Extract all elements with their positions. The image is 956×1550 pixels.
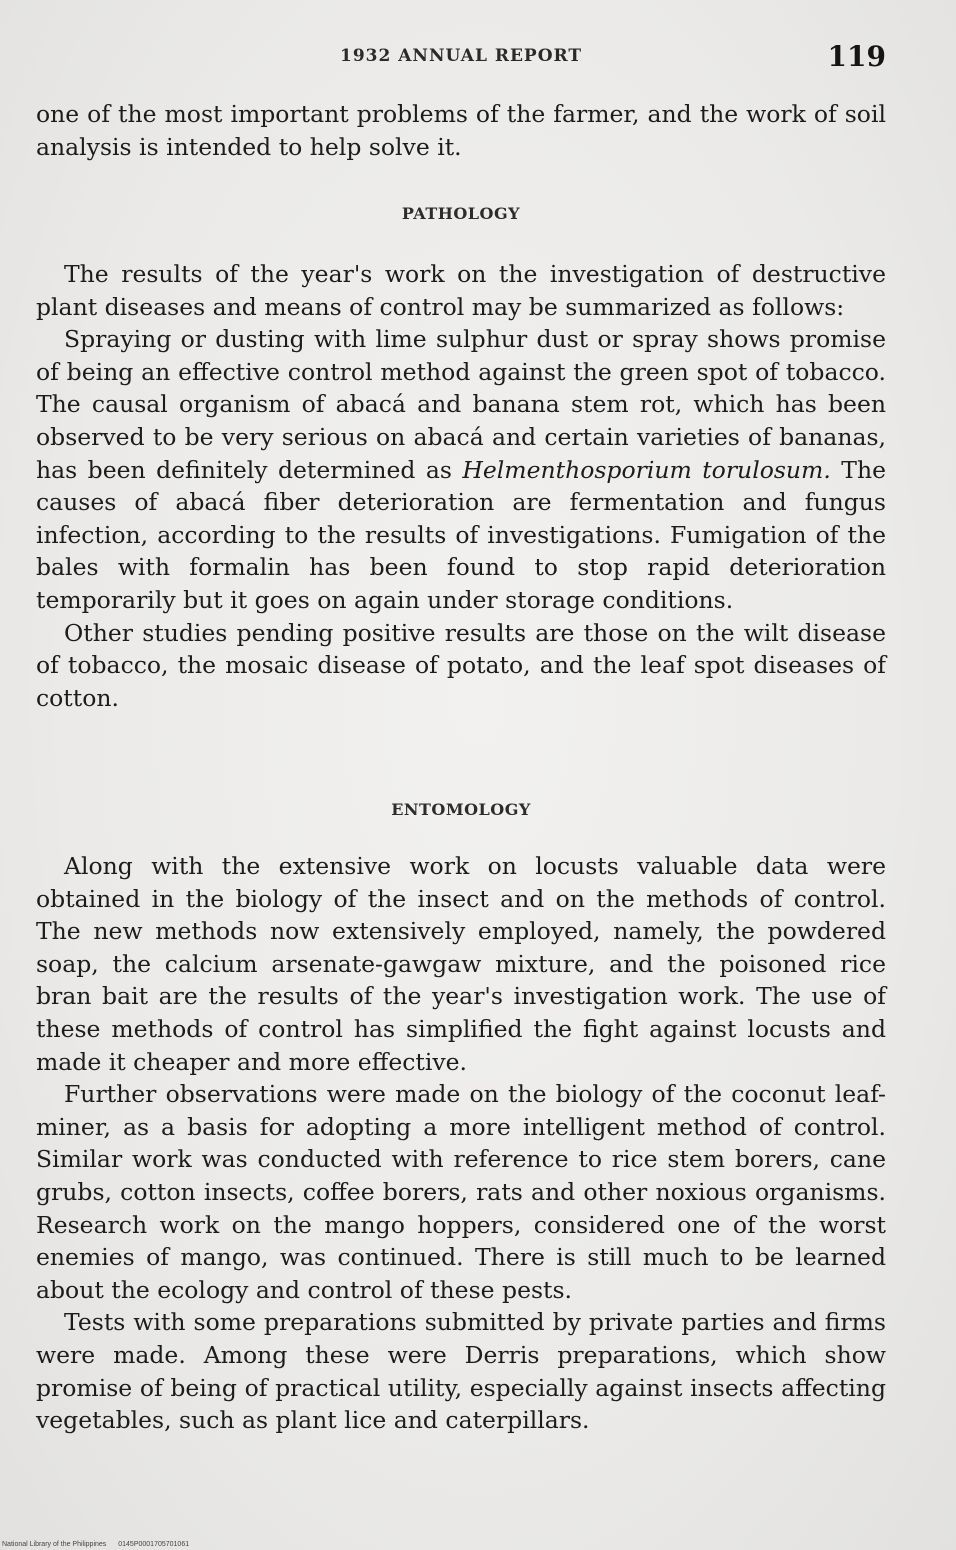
page-header [36, 40, 886, 80]
entomology-paragraph-1: Along with the extensive work on locusts valuable data were obtained in the biology of the insect and on the methods of control. The new methods now extensively employed, namely, the powdered soap, the calcium arsenate-gawgaw mixture, and the poisoned rice bran bait are the results of the year's investigation work. The use of these methods of control has simplified the fight against locusts and made it cheaper and more effective. [36, 852, 886, 1076]
pathology-paragraph-2-text-b: The causes of abacá fiber deterioration are fermentation and fungus infection, according to the results of investigations. Fumigation of the bales with formalin has been found to stop rapid deterioration temporarily but it goes on again under storage conditions. [36, 455, 886, 614]
running-title: 1932 ANNUAL REPORT [339, 46, 583, 66]
section-heading-pathology: PATHOLOGY [401, 204, 521, 223]
scan-identifier: 0145P0001705701061 [118, 1541, 190, 1548]
entomology-paragraph-2: Further observations were made on the biology of the coconut leaf-miner, as a basis for adopting a more intelligent method of control. Similar work was conducted with reference to rice stem borers, cane grubs, cotton insects, coffee borers, rats and other noxious organisms. Research work on the mango hoppers, considered one of the worst enemies of mango, was continued. There is still much to be learned about the ecology and control of these pests. [36, 1080, 886, 1304]
intro-paragraph: one of the most important problems of the farmer, and the work of soil analysis is intended to help solve it. [36, 100, 886, 161]
species-name: Helmenthosporium torulosum. [462, 455, 831, 484]
intro-paragraph-block [36, 98, 886, 163]
section-heading-entomology: ENTOMOLOGY [391, 800, 531, 819]
pathology-paragraph-1: The results of the year's work on the investigation of destructive plant diseases and means of control may be summarized as follows: [36, 260, 886, 321]
page-number: 119 [827, 40, 886, 73]
pathology-paragraph-3: Other studies pending positive results are those on the wilt disease of tobacco, the mosaic disease of potato, and the leaf spot diseases of cotton. [36, 618, 886, 712]
pathology-section [36, 258, 886, 714]
entomology-paragraph-3: Tests with some preparations submitted by private parties and firms were made. Among these were Derris preparations, which show promise of being of practical utility, especially against insects affecting vegetables, such as plant lice and caterpillars. [36, 1308, 886, 1435]
library-credit: National Library of the Philippines [2, 1541, 107, 1548]
pathology-paragraph-2 [36, 323, 886, 616]
scan-footer [2, 1541, 189, 1548]
entomology-section [36, 850, 886, 1437]
pathology-paragraph-2-text-a: Spraying or dusting with lime sulphur dust or spray shows promise of being an effective control method against the green spot of tobacco. The causal organism of abacá and banana stem rot, which has been observed to be very serious on abacá and certain varieties of bananas, has been definitely determined as [36, 325, 886, 484]
